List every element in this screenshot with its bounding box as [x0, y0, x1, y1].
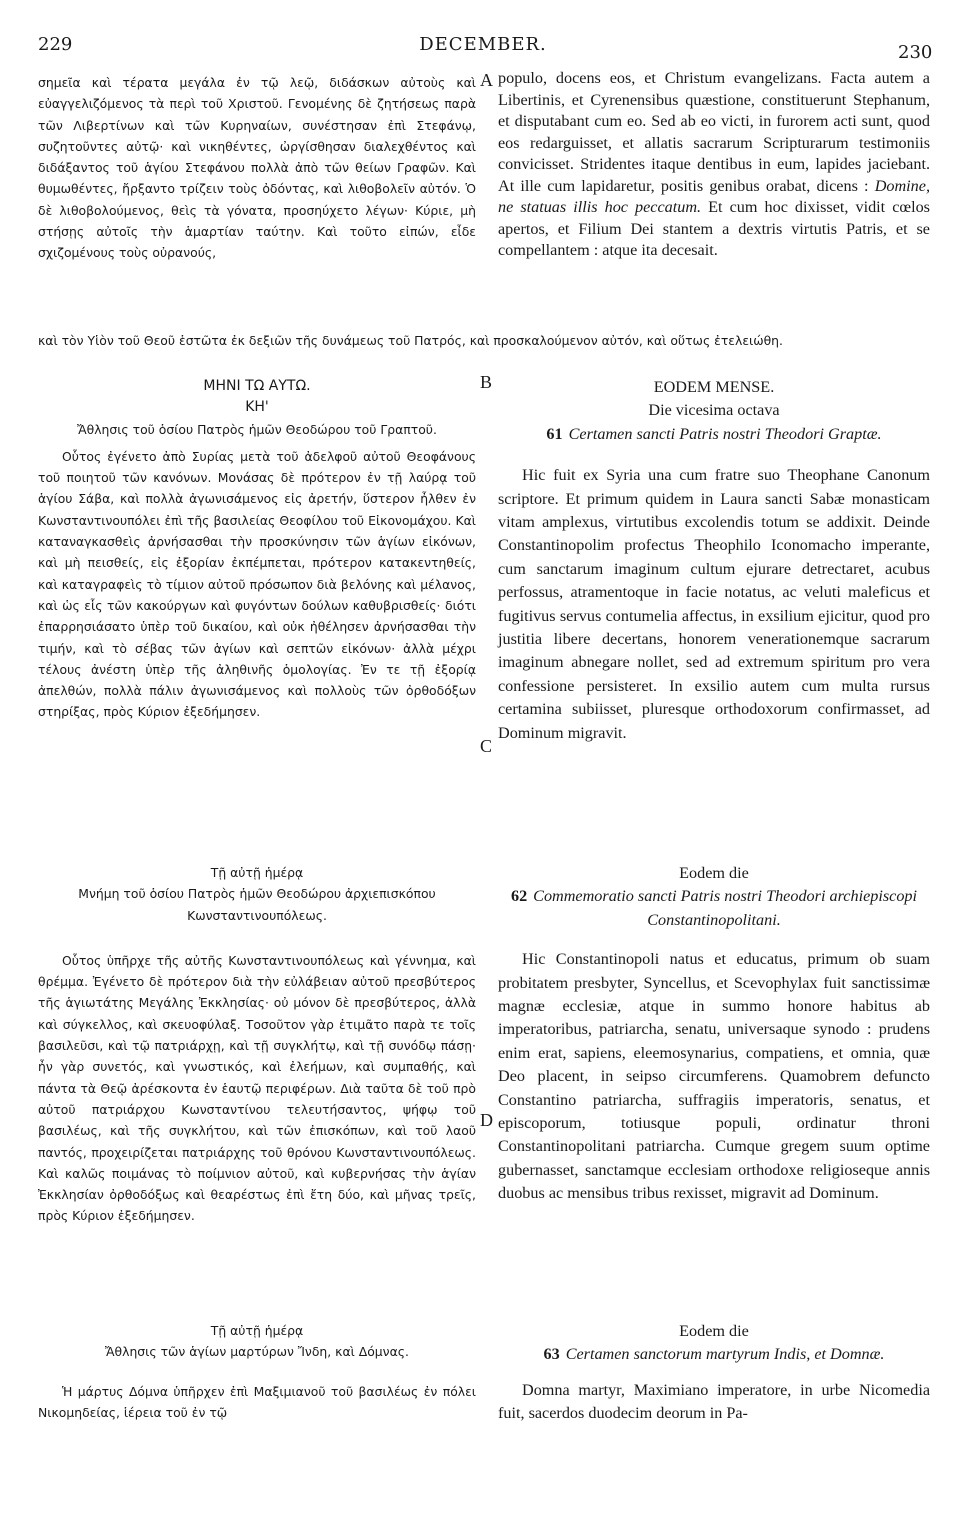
- greek-paragraph-full: καὶ τὸν Υἱὸν τοῦ Θεοῦ ἑστῶτα ἐκ δεξιῶν τῆς δυνάμεως τοῦ Πατρός, καὶ προσκαλούμενον αὐτόν, καὶ οὕτως ἐτελειώθη.: [38, 333, 783, 348]
- section-marker-b: B: [480, 372, 493, 392]
- latin-title-62-line: [498, 885, 930, 932]
- latin-paragraph-61: Hic fuit ex Syria una cum fratre suo Theophane Canonum scriptore. Et primum quidem in Laura sancti Sabæ monasticam vitam amplexus, virtutibus excolendis totum se addixit. Deinde Constantinopolim profectus Theophilo Iconomacho imperante, cum sanctarum imaginum cultum ejurare detrectaret, acubus perfossus, atramentoque in facie notatus, ac veluti maleficus et fugitivus servus contumelia affectus, in exsilium ejicitur, quod pro justitia libere decertans, honorem venerationemque sacrarum imaginum abnegare nollet, sed ad extremum spiritum pro vera confessione persisteret. In exsilio autem cum multa rursus certamina subiisset, pluresque orthodoxorum confirmasset, ad Dominum migravit.: [498, 466, 930, 742]
- latin-column-63: [498, 1320, 930, 1426]
- greek-title-62: Μνήμη τοῦ ὁσίου Πατρὸς ἡμῶν Θεοδώρου ἀρχιεπισκόπου Κωνσταντινουπόλεως.: [78, 886, 436, 923]
- greek-heading-month: ΜΗΝΙ ΤΩ ΑΥΤΩ.: [203, 378, 311, 394]
- page-number-right: 230: [898, 42, 933, 63]
- latin-paragraph-62: Hic Constantinopoli natus et educatus, primum ob suam probitatem presbyter, Syncellus, et Scevophylax fuit sanctissimæ magnæ ecclesiæ, atque in summo honore habitus ab imperatoribus, patriarcha, senatu, universaque synodo : prudens enim erat, sapiens, eleemosynarius, compatiens, et omnia, quæ Deo placent, in seipso circumferens. Quamobrem defuncto Constantino patriarcha, suffragiis imperatoris, senatus, et episcoporum, totiusque populi, ordinatur throni Constantinopolitani patriarcha. Cumque gregem suum optime gubernasset, sanctamque ecclesiam orthodoxe religioseque annis duobus ac mensibus tribus rexisset, migravit ad Dominum.: [498, 950, 930, 1203]
- latin-heading-month: EODEM MENSE.: [653, 378, 775, 396]
- latin-paragraph-top: [498, 68, 930, 262]
- greek-heading-63: Τῇ αὐτῇ ἡμέρᾳ: [210, 1323, 304, 1338]
- latin-column-61: [498, 376, 930, 745]
- section-marker-a: A: [480, 70, 493, 90]
- entry-number-63: 63: [543, 1345, 560, 1364]
- greek-column-63: [38, 1320, 476, 1423]
- latin-heading-63: Eodem die: [679, 1322, 749, 1340]
- greek-paragraph-62: Οὗτος ὑπῆρχε τῆς αὐτῆς Κωνσταντινουπόλεως καὶ γέννημα, καὶ θρέμμα. Ἐγένετο δὲ πρότερον διὰ τὴν εὐλάβειαν αὐτοῦ πρεσβύτερος τῆς ἁγιωτάτης Μεγάλης Ἐκκλησίας· οὐ μόνον δὲ πρεσβύτερος, ἀλλὰ καὶ σύγκελλος, καὶ σκευοφύλαξ. Τοσοῦτον γὰρ ἐτιμᾶτο παρὰ τε τοῖς βασιλεῦσι, καὶ τῷ πατριάρχῃ, καὶ τῇ συγκλήτῳ, καὶ τῇ συνόδῳ πάσῃ· ἦν γὰρ συνετός, καὶ γνωστικός, καὶ ἐλεήμων, καὶ συμπαθής, καὶ πάντα τὰ Θεῷ ἀρέσκοντα ἐν ἑαυτῷ περιφέρων. Διὰ ταῦτα δὲ τοῦ πρὸ αὐτοῦ πατριάρχου Κωνσταντίνου τελευτήσαντος, ψήφῳ τοῦ βασιλέως, καὶ τῆς συγκλήτου, καὶ τῶν ἐπισκόπων, καὶ τοῦ λαοῦ παντός, προχειρίζεται πατριάρχης τοῦ θρόνου Κωνσταντινουπόλεως. Καὶ καλῶς ποιμάνας τὸ ποίμνιον αὐτοῦ, καὶ κυβερνήσας τὴν ἁγίαν Ἐκκλησίαν ὀρθοδόξως καὶ θεαρέστως ἐπὶ ἔτη δύο, καὶ μῆνας τρεῖς, πρὸς Κύριον ἐξεδήμησεν.: [38, 952, 476, 1224]
- latin-title-61-line: [498, 423, 930, 446]
- running-title: DECEMBER.: [419, 34, 547, 55]
- latin-column-top: [498, 68, 930, 262]
- greek-column-62: [38, 862, 476, 1227]
- greek-paragraph-top: σημεῖα καὶ τέρατα μεγάλα ἐν τῷ λεῷ, διδάσκων αὐτοὺς καὶ εὐαγγελιζόμενος τὰ περὶ τοῦ Χριστοῦ. Γενομένης δὲ ζητήσεως παρὰ τῶν Λιβερτίνων καὶ τῶν Κυρηναίων, συνέστησαν ἐπὶ Στεφάνῳ, συζητοῦντες αὐτῷ· καὶ νικηθέντες, ὠργίσθησαν διαλεχθέντος καὶ διδάξαντος τοῦ ἁγίου Στεφάνου πολλὰ ἀπὸ τῶν θείων Γραφῶν. Καὶ θυμωθέντες, ἤρξαντο τρίζειν τοὺς ὀδόντας, καὶ λιθοβολεῖν αὐτόν. Ὁ δὲ λιθοβολούμενος, θεὶς τὰ γόνατα, προσηύχετο λέγων· Κύριε, μὴ στήσῃς αὐτοῖς τὴν ἁμαρτίαν ταύτην. Καὶ τοῦτο εἰπών, εἶδε σχιζομένους τοὺς οὐρανούς,: [38, 75, 476, 261]
- greek-column-top: [38, 72, 476, 264]
- latin-column-62: [498, 862, 930, 1206]
- page-header: [0, 0, 966, 70]
- latin-title-61: Certamen sancti Patris nostri Theodori Graptæ.: [568, 424, 882, 443]
- latin-title-63: Certamen sanctorum martyrum Indis, et Domnæ.: [565, 1345, 885, 1364]
- greek-title-61: Ἄθλησις τοῦ ὁσίου Πατρὸς ἡμῶν Θεοδώρου τοῦ Γραπτοῦ.: [77, 421, 437, 437]
- entry-number-62: 62: [510, 887, 528, 906]
- section-marker-c: C: [480, 736, 493, 756]
- greek-full-width-line: [38, 330, 930, 351]
- latin-title-63-line: [498, 1343, 930, 1366]
- section-marker-d: D: [480, 1110, 493, 1130]
- greek-heading-62: Τῇ αὐτῇ ἡμέρᾳ: [210, 865, 304, 880]
- greek-paragraph-61: Οὗτος ἐγένετο ἀπὸ Συρίας μετὰ τοῦ ἀδελφοῦ αὐτοῦ Θεοφάνους τοῦ ποιητοῦ τῶν κανόνων. Μονάσας δὲ πρότερον ἐν τῇ λαύρᾳ τοῦ ἁγίου Σάβα, καὶ πολλὰ ἀγωνισάμενος εἰς ἀρετήν, ὕστερον ἦλθεν ἐν Κωνσταντινουπόλει ἐπὶ τῆς βασιλείας Θεοφίλου τοῦ Εἰκονομάχου. Καὶ καταναγκασθεὶς ἀρνήσασθαι τὴν προσκύνησιν τῶν ἁγίων εἰκόνων, καὶ μὴ πεισθείς, εἰς ἐξορίαν ἐκπέμπεται, πρότερον κατακεντηθείς, καὶ καταγραφεὶς τὸ τίμιον αὐτοῦ πρόσωπον διὰ βελόνης καὶ μέλανος, καὶ ὡς εἷς τῶν κακούργων καὶ φυγόντων δούλων καθυβρισθείς· διότι ἐπαρρησιάσατο ὑπὲρ τοῦ δικαίου, καὶ οὐκ ἠθέλησεν ἀρνήσασθαι τὴν τιμήν, καὶ τὸ σέβας τῶν ἁγίων καὶ σεπτῶν εἰκόνων· ἀλλὰ μέχρι τέλους ἀνέστη ὑπὲρ τῆς ἀληθινῆς ὁμολογίας. Ἐν τε τῇ ἐξορίᾳ ἀπελθών, πολλὰ πάλιν ἀγωνισάμενος καὶ πολλοὺς τῶν ὀρθοδόξων στηρίξας, πρὸς Κύριον ἐξεδήμησεν.: [38, 448, 476, 720]
- latin-heading-day: Die vicesima octava: [648, 401, 780, 420]
- greek-column-61: [38, 376, 476, 723]
- latin-title-62: Commemoratio sancti Patris nostri Theodori archiepiscopi Constantinopolitani.: [533, 887, 918, 929]
- latin-quote-top: Domine, ne statuas illis hoc peccatum.: [498, 176, 930, 216]
- latin-paragraph-63: Domna martyr, Maximiano imperatore, in urbe Nicomedia fuit, sacerdos duodecim deorum in Pa-: [498, 1380, 930, 1423]
- entry-number-61: 61: [546, 424, 563, 443]
- latin-heading-62: Eodem die: [679, 864, 749, 882]
- latin-text-top-b: Et cum hoc dixisset, vidit cœlos apertos, et Filium Dei stantem a dextris virtutis Patris, et se compellantem : atque ita decesait.: [498, 198, 930, 259]
- greek-title-63: Ἄθλησις τῶν ἁγίων μαρτύρων Ἴνδη, καὶ Δόμνας.: [105, 1344, 409, 1360]
- page-number-left: 229: [38, 34, 73, 55]
- greek-paragraph-63: Ἡ μάρτυς Δόμνα ὑπῆρχεν ἐπὶ Μαξιμιανοῦ τοῦ βασιλέως ἐν πόλει Νικομηδείας, ἱέρεια τοῦ ἐν τῷ: [38, 1383, 476, 1420]
- greek-heading-day: ΚΗ': [245, 399, 269, 416]
- latin-text-top-a: populo, docens eos, et Christum evangelizans. Facta autem a Libertinis, et Cyrenensibus quæstione, constituerunt Stephanum, et disputabant cum eo. Sed ab eo victi, in furorem acti sunt, quod eos redarguisset, et allatis sacrarum Scripturarum testimoniis convicisset. Stridentes itaque dentibus in eum, lapides jaciebant. At ille cum lapidaretur, positis genibus orabat, dicens :: [498, 69, 930, 195]
